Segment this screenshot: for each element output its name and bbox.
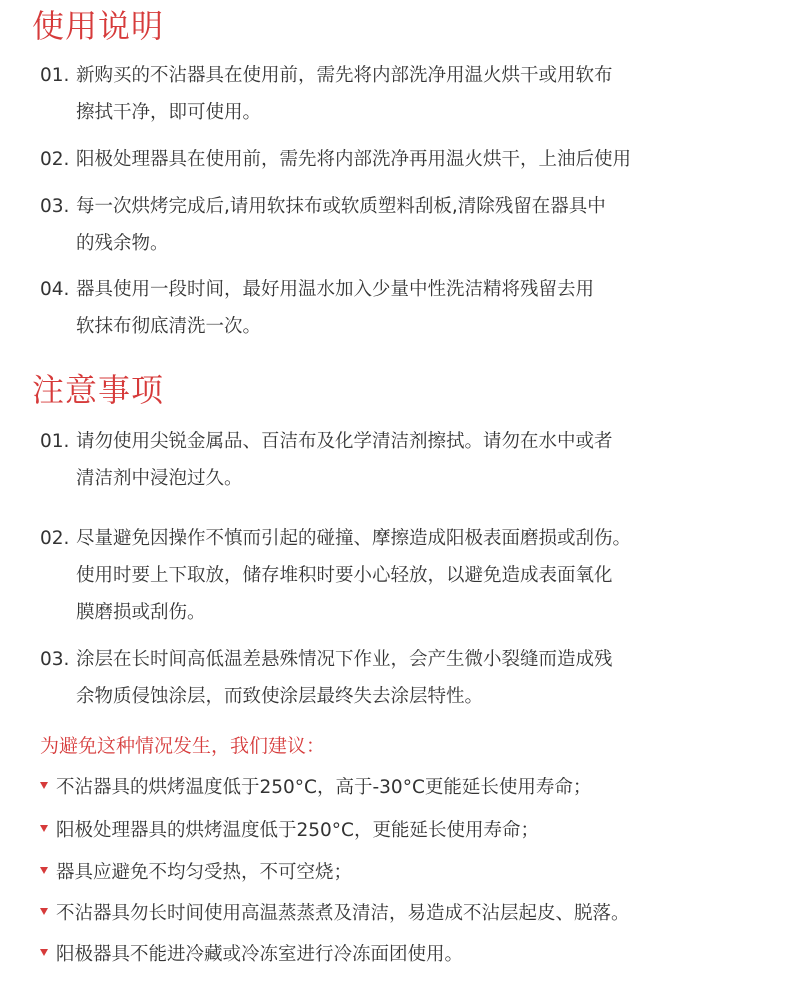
usage-item-4 bbox=[40, 271, 780, 345]
notice-item-1-line-1 bbox=[40, 423, 780, 460]
advice-item-4-text: 不沾器具勿长时间使用高温蒸蒸煮及清洁，易造成不沾层起皮、脱落。 bbox=[56, 903, 630, 924]
usage-item-1-text-1: 新购买的不沾器具在使用前，需先将内部洗净用温火烘干或用软布 bbox=[76, 65, 613, 86]
advice-item-2-text: 阳极处理器具的烘烤温度低于250°C，更能延长使用寿命； bbox=[56, 820, 539, 841]
notice-item-1-text-1: 请勿使用尖锐金属品、百洁布及化学清洁剂擦拭。请勿在水中或者 bbox=[76, 431, 613, 452]
advice-item-1-text: 不沾器具的烘烤温度低于250°C，高于-30°C更能延长使用寿命； bbox=[56, 777, 592, 798]
notice-item-1-line-2: 清洁剂中浸泡过久。 bbox=[76, 468, 243, 489]
notice-item-2 bbox=[40, 520, 780, 631]
notice-item-2-number: 02. bbox=[40, 528, 70, 549]
red-triangle-bullet-icon bbox=[40, 825, 48, 832]
notice-item-1 bbox=[40, 423, 780, 497]
notice-item-1-number: 01. bbox=[40, 431, 70, 452]
advice-item-4 bbox=[40, 899, 630, 929]
usage-item-4-text-1: 器具使用一段时间，最好用温水加入少量中性洗洁精将残留去用 bbox=[76, 279, 595, 300]
usage-item-2-number: 02. bbox=[40, 149, 70, 170]
notice-item-3-line-2: 余物质侵蚀涂层，而致使涂层最终失去涂层特性。 bbox=[76, 686, 484, 707]
usage-item-4-line-2: 软抹布彻底清洗一次。 bbox=[76, 316, 262, 337]
red-triangle-bullet-icon bbox=[40, 867, 48, 874]
usage-item-3 bbox=[40, 188, 780, 262]
usage-item-3-line-1 bbox=[40, 188, 780, 225]
usage-item-2 bbox=[40, 141, 780, 178]
notice-item-3-line-1 bbox=[40, 641, 780, 678]
notice-item-3 bbox=[40, 641, 780, 715]
advice-title: 为避免这种情况发生，我们建议： bbox=[40, 735, 326, 757]
advice-item-3 bbox=[40, 858, 352, 888]
red-triangle-bullet-icon bbox=[40, 949, 48, 956]
usage-item-4-number: 04. bbox=[40, 279, 70, 300]
advice-item-1 bbox=[40, 773, 591, 803]
usage-item-1-number: 01. bbox=[40, 65, 70, 86]
red-triangle-bullet-icon bbox=[40, 782, 48, 789]
advice-item-5-text: 阳极器具不能进冷藏或冷冻室进行冷冻面团使用。 bbox=[56, 944, 464, 965]
advice-item-2 bbox=[40, 816, 539, 846]
usage-item-2-text-1: 阳极处理器具在使用前，需先将内部洗净再用温火烘干，上油后使用 bbox=[76, 149, 632, 170]
notice-item-2-text-1: 尽量避免因操作不慎而引起的碰撞、摩擦造成阳极表面磨损或刮伤。 bbox=[76, 528, 632, 549]
notice-item-2-line-2: 使用时要上下取放，储存堆积时要小心轻放，以避免造成表面氧化 bbox=[76, 565, 613, 586]
usage-item-1 bbox=[40, 57, 780, 131]
usage-item-3-line-2: 的残余物。 bbox=[76, 233, 169, 254]
usage-item-3-number: 03. bbox=[40, 196, 70, 217]
notice-item-2-line-3: 膜磨损或刮伤。 bbox=[76, 602, 206, 623]
usage-item-1-line-1 bbox=[40, 57, 780, 94]
notice-item-2-line-1 bbox=[40, 520, 780, 557]
usage-item-1-line-2: 擦拭干净，即可使用。 bbox=[76, 102, 262, 123]
advice-item-3-text: 器具应避免不均匀受热，不可空烧； bbox=[56, 862, 353, 883]
notice-section-title: 注意事项 bbox=[32, 371, 165, 409]
advice-item-5 bbox=[40, 940, 463, 970]
usage-item-4-line-1 bbox=[40, 271, 780, 308]
usage-item-3-text-1: 每一次烘烤完成后,请用软抹布或软质塑料刮板,清除残留在器具中 bbox=[76, 196, 606, 217]
notice-item-3-number: 03. bbox=[40, 649, 70, 670]
usage-item-2-line-1 bbox=[40, 141, 780, 178]
usage-section-title: 使用说明 bbox=[32, 7, 165, 45]
red-triangle-bullet-icon bbox=[40, 908, 48, 915]
notice-item-3-text-1: 涂层在长时间高低温差悬殊情况下作业，会产生微小裂缝而造成残 bbox=[76, 649, 613, 670]
